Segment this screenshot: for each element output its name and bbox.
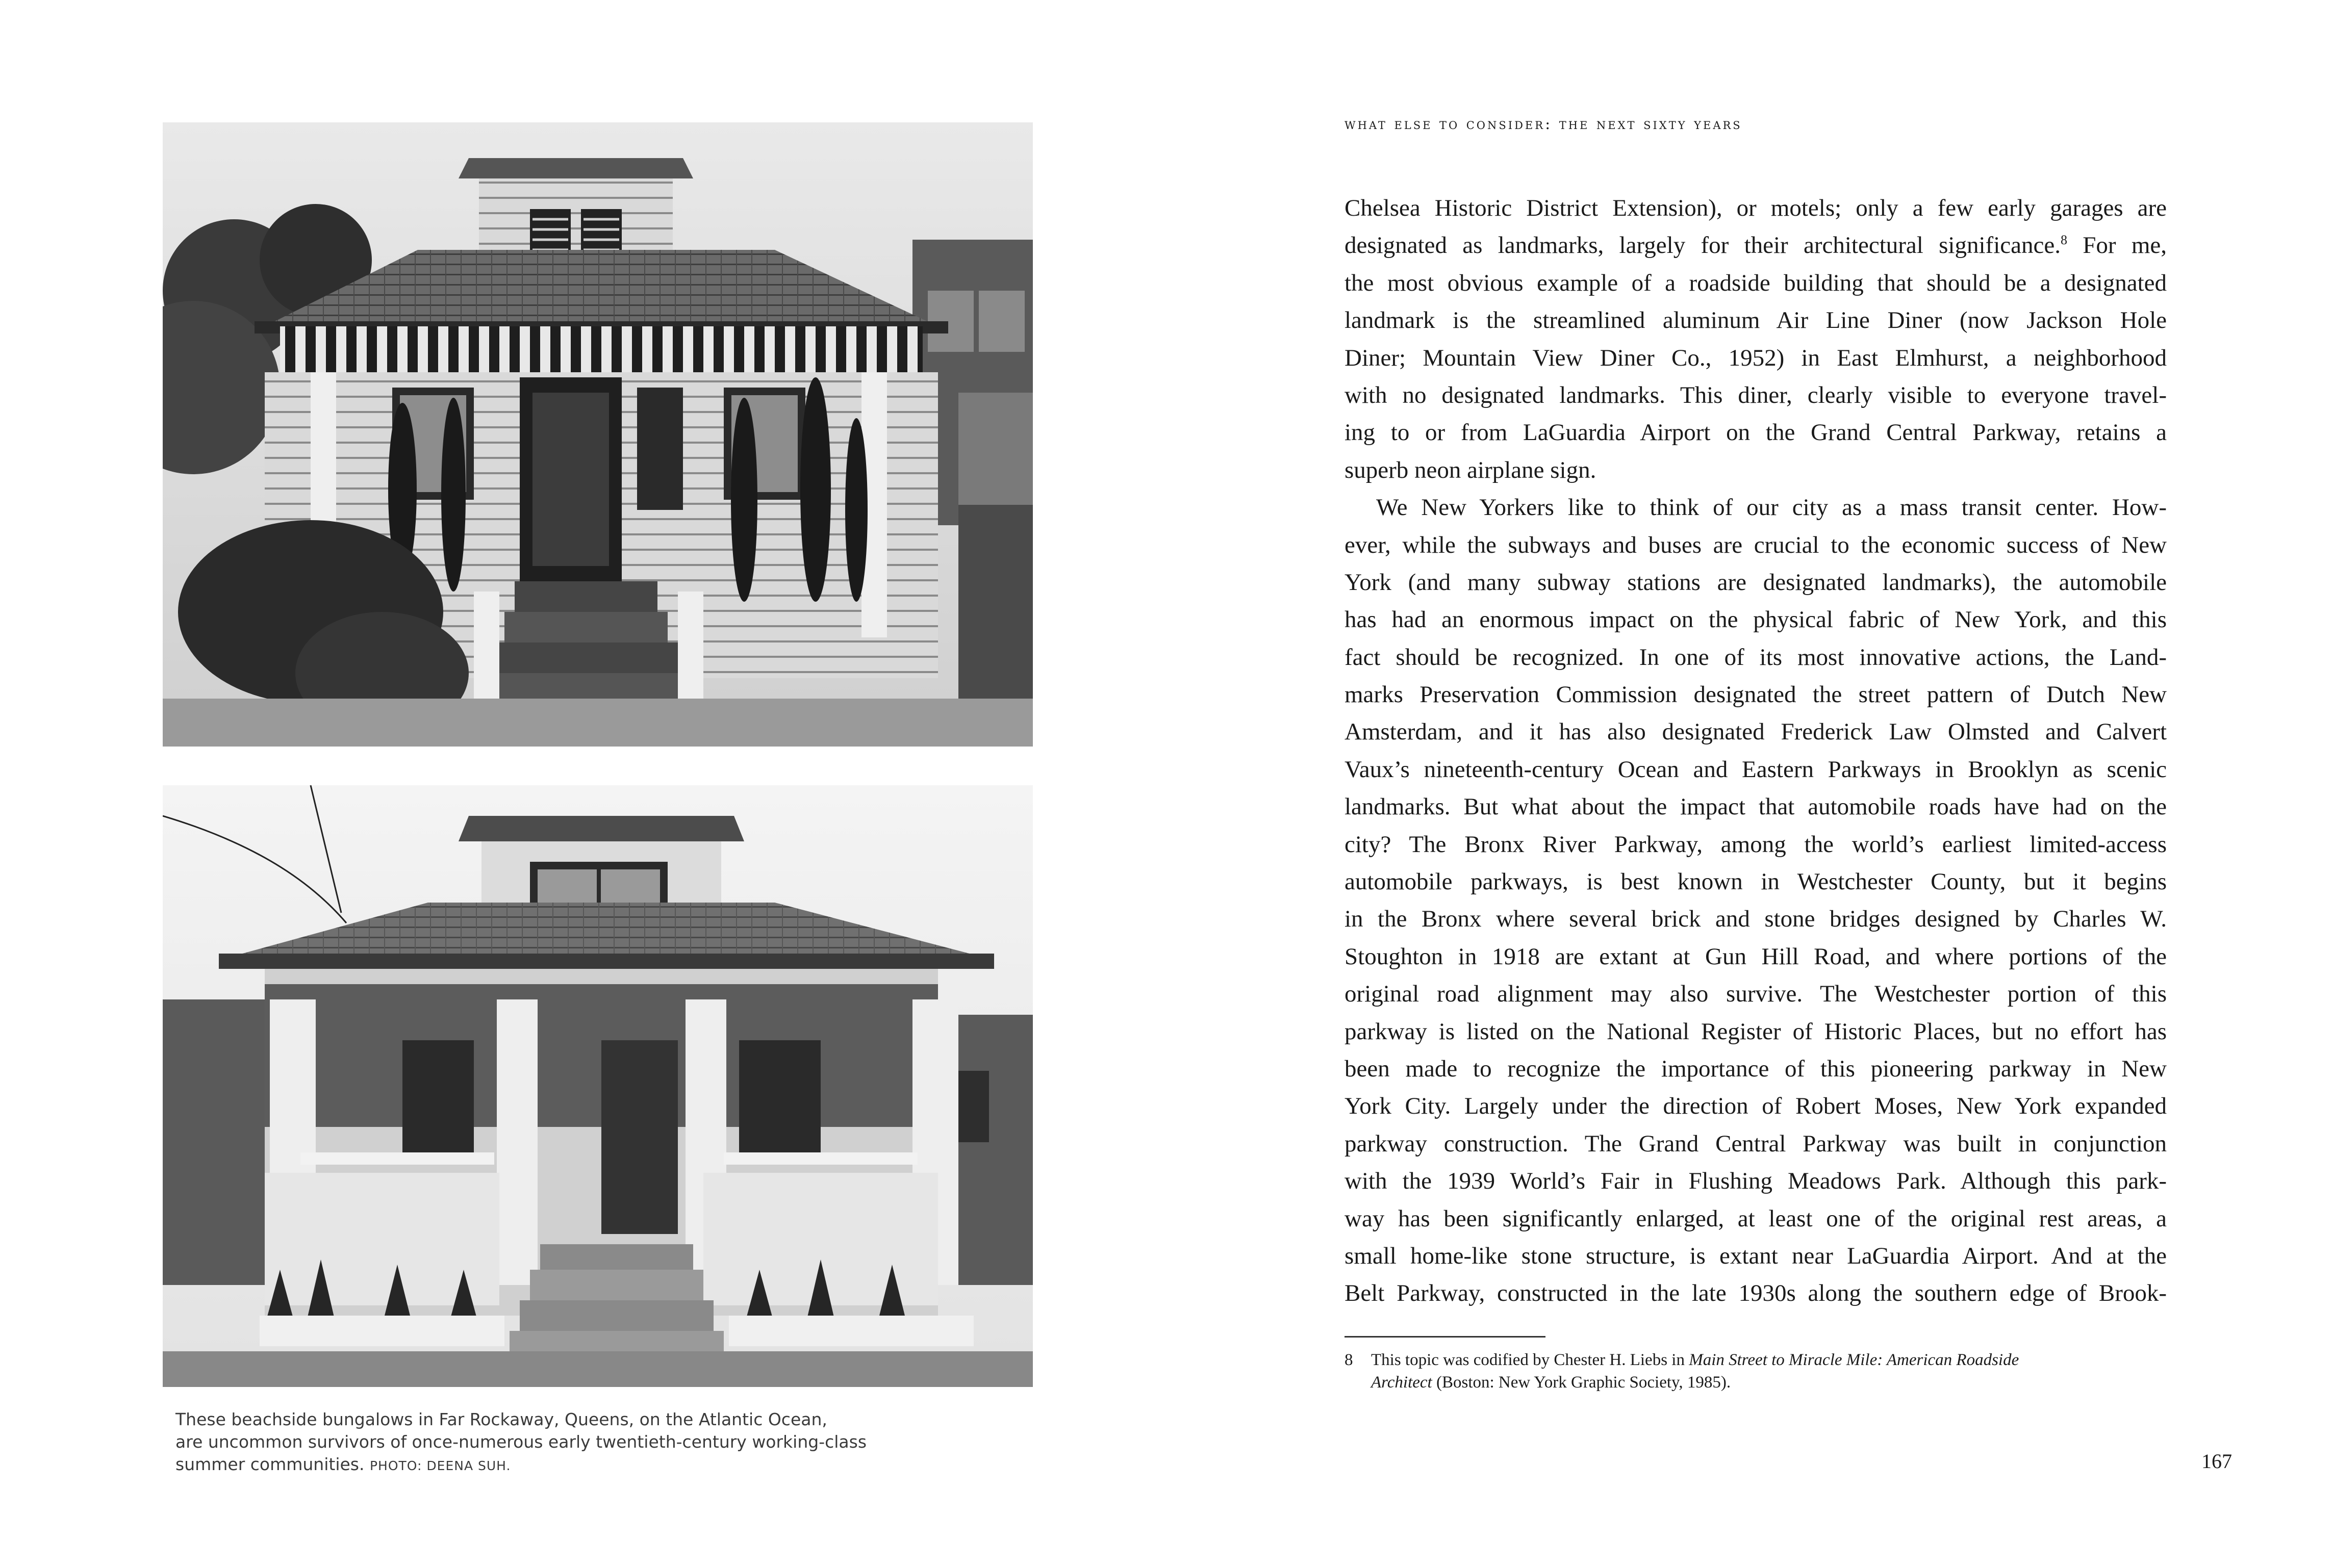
running-head: what else to consider: the next sixty years bbox=[1345, 115, 1742, 133]
text-line: parkway is listed on the National Register of Historic Places, but no effort has bbox=[1345, 1018, 2167, 1045]
text-line: landmark is the streamlined aluminum Air Line Diner (now Jackson Hole bbox=[1345, 307, 2167, 334]
caption-text: summer communities. bbox=[175, 1454, 365, 1474]
footnote-text: This topic was codified by Chester H. Liebs in bbox=[1371, 1351, 1689, 1369]
photo-credit: PHOTO: DEENA SUH. bbox=[369, 1458, 511, 1473]
text-line: has had an enormous impact on the physical fabric of New York, and this bbox=[1345, 606, 2167, 633]
text-line: way has been significantly enlarged, at least one of the original rest areas, a bbox=[1345, 1205, 2167, 1232]
text-line: landmarks. But what about the impact that automobile roads have had on the bbox=[1345, 793, 2167, 820]
text-line: automobile parkways, is best known in Westchester County, but it begins bbox=[1345, 868, 2167, 895]
text-line: superb neon airplane sign. bbox=[1345, 456, 1596, 483]
photo-bungalow-bottom bbox=[163, 785, 1033, 1387]
photo-bungalow-top bbox=[163, 122, 1033, 747]
text-line: small home-like stone structure, is extant near LaGuardia Airport. And at the bbox=[1345, 1242, 2167, 1269]
body-text bbox=[1345, 190, 2167, 1313]
text-line: in the Bronx where several brick and stone bridges designed by Charles W. bbox=[1345, 906, 2167, 933]
text-line: ing to or from LaGuardia Airport on the Grand Central Parkway, retains a bbox=[1345, 419, 2167, 446]
page-number: 167 bbox=[2201, 1450, 2232, 1473]
caption-line bbox=[175, 1453, 1053, 1477]
footnote-text: (Boston: New York Graphic Society, 1985). bbox=[1432, 1373, 1731, 1392]
text-line bbox=[1345, 227, 2167, 264]
text-line: original road alignment may also survive. The Westchester portion of this bbox=[1345, 981, 2167, 1008]
text-line: fact should be recognized. In one of its most innovative actions, the Land- bbox=[1345, 644, 2167, 671]
footnote-line bbox=[1345, 1371, 2167, 1394]
footnote-title: Architect bbox=[1371, 1373, 1432, 1392]
text-line: with the 1939 World’s Fair in Flushing Meadows Park. Although this park- bbox=[1345, 1168, 2167, 1195]
photo-caption bbox=[175, 1408, 1053, 1477]
text-segment: designated as landmarks, largely for their architectural significance. bbox=[1345, 232, 2061, 259]
text-line: parkway construction. The Grand Central Parkway was built in conjunction bbox=[1345, 1130, 2167, 1157]
footnote-reference[interactable]: 8 bbox=[2060, 233, 2067, 248]
text-segment: For me, bbox=[2067, 232, 2167, 259]
text-line: marks Preservation Commission designated the street pattern of Dutch New bbox=[1345, 681, 2167, 708]
text-line: city? The Bronx River Parkway, among the world’s earliest limited-access bbox=[1345, 831, 2167, 858]
text-line: with no designated landmarks. This diner, clearly visible to everyone travel- bbox=[1345, 381, 2167, 408]
text-line: Stoughton in 1918 are extant at Gun Hill Road, and where portions of the bbox=[1345, 943, 2167, 970]
text-line: York (and many subway stations are designated landmarks), the automobile bbox=[1345, 569, 2167, 596]
text-line: ever, while the subways and buses are crucial to the economic success of New bbox=[1345, 531, 2167, 558]
text-line: the most obvious example of a roadside building that should be a designated bbox=[1345, 269, 2167, 296]
text-line: Vaux’s nineteenth-century Ocean and Eastern Parkways in Brooklyn as scenic bbox=[1345, 756, 2167, 783]
text-line: Belt Parkway, constructed in the late 1930s along the southern edge of Brook- bbox=[1345, 1280, 2167, 1307]
text-line: We New Yorkers like to think of our city as a mass transit center. How- bbox=[1376, 494, 2167, 521]
text-line: Chelsea Historic District Extension), or motels; only a few early garages are bbox=[1345, 195, 2167, 221]
caption-line: are uncommon survivors of once-numerous early twentieth-century working-class bbox=[175, 1432, 867, 1452]
footnote-title: Main Street to Miracle Mile: American Roadside bbox=[1689, 1351, 2019, 1369]
text-line: York City. Largely under the direction of Robert Moses, New York expanded bbox=[1345, 1093, 2167, 1120]
footnote-rule bbox=[1345, 1336, 1545, 1338]
text-line: been made to recognize the importance of this pioneering parkway in New bbox=[1345, 1055, 2167, 1082]
footnote bbox=[1345, 1349, 2167, 1394]
text-line: Amsterdam, and it has also designated Frederick Law Olmsted and Calvert bbox=[1345, 718, 2167, 746]
caption-line: These beachside bungalows in Far Rockaway, Queens, on the Atlantic Ocean, bbox=[175, 1409, 827, 1429]
text-line: Diner; Mountain View Diner Co., 1952) in East Elmhurst, a neighborhood bbox=[1345, 344, 2167, 371]
footnote-number: 8 bbox=[1345, 1351, 1353, 1369]
